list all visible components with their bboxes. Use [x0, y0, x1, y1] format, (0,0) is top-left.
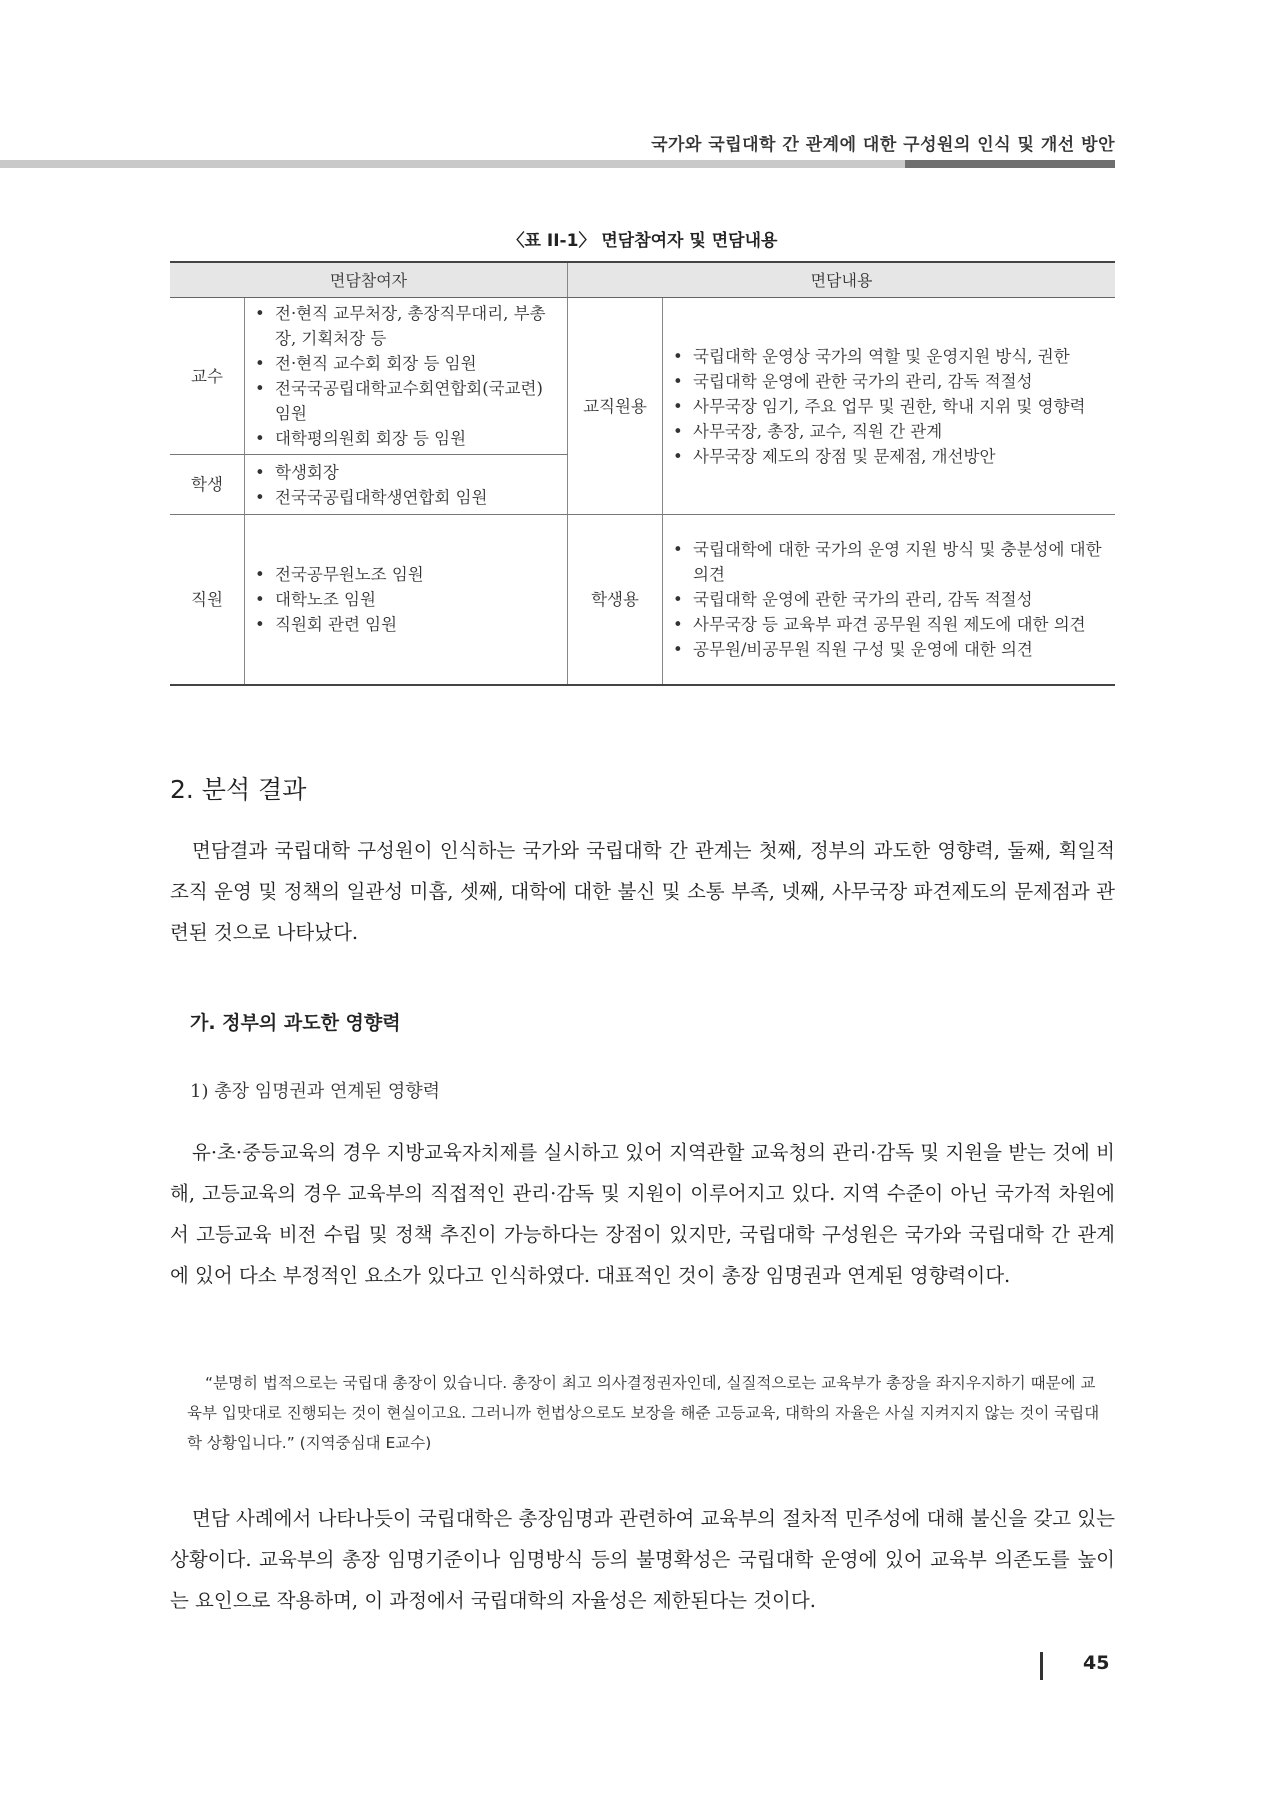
table-caption: 〈표 II-1〉 면담참여자 및 면담내용: [507, 231, 778, 251]
subheading: 가. 정부의 과도한 영향력: [190, 1012, 401, 1034]
list-item: • 대학평의원회 회장 등 임원: [251, 426, 561, 451]
table-row: [170, 298, 1115, 455]
page-number-bar: [1040, 1652, 1043, 1680]
list-item: • 학생회장: [251, 460, 561, 485]
list-item: • 전·현직 교수회 회장 등 임원: [251, 351, 561, 376]
content-list: [663, 515, 1116, 685]
participant-category: 교수: [170, 298, 245, 455]
list-item: • 공무원/비공무원 직원 구성 및 운영에 대한 의견: [669, 637, 1109, 662]
list-item: • 사무국장, 총장, 교수, 직원 간 관계: [669, 419, 1109, 444]
table-row: [170, 515, 1115, 685]
intro-paragraph: 면담결과 국립대학 구성원이 인식하는 국가와 국립대학 간 관계는 첫째, 정부의 과도한 영향력, 둘째, 획일적 조직 운영 및 정책의 일관성 미흡, 셋째, 대학에 대한 불신 및 소통 부족, 넷째, 사무국장 파견제도의 문제점과 관련된 것으로 나타났다.: [170, 839, 1115, 944]
header-participants: 면담참여자: [170, 262, 568, 298]
participant-list: [245, 455, 568, 515]
header-rule-accent: [905, 160, 1115, 168]
list-item: • 국립대학에 대한 국가의 운영 지원 방식 및 충분성에 대한 의견: [669, 537, 1109, 587]
body-paragraph: 유·초·중등교육의 경우 지방교육자치제를 실시하고 있어 지역관할 교육청의 관리·감독 및 지원을 받는 것에 비해, 고등교육의 경우 교육부의 직접적인 관리·감독 및 지원이 이루어지고 있다. 지역 수준이 아닌 국가적 차원에서 고등교육 비전 수립 및 정책 추진이 가능하다는 장점이 있지만, 국립대학 구성원은 국가와 국립대학 간 관계에 있어 다소 부정적인 요소가 있다고 인식하였다. 대표적인 것이 총장 임명권과 연계된 영향력이다.: [170, 1141, 1115, 1287]
section-title: 2. 분석 결과: [170, 775, 307, 804]
participant-category: 직원: [170, 515, 245, 685]
participant-list: [245, 298, 568, 455]
list-item: • 직원회 관련 임원: [251, 612, 561, 637]
header-rule: [0, 160, 1115, 168]
list-item: • 사무국장 제도의 장점 및 문제점, 개선방안: [669, 444, 1109, 469]
interview-table: [170, 261, 1115, 686]
list-item: • 국립대학 운영상 국가의 역할 및 운영지원 방식, 권한: [669, 344, 1109, 369]
list-item: • 전국국공립대학생연합회 임원: [251, 485, 561, 510]
running-header-title: 국가와 국립대학 간 관계에 대한 구성원의 인식 및 개선 방안: [651, 135, 1115, 155]
content-list: [663, 298, 1116, 515]
participant-list: [245, 515, 568, 685]
list-item: • 전국국공립대학교수회연합회(국교련) 임원: [251, 376, 561, 426]
list-item: • 국립대학 운영에 관한 국가의 관리, 감독 적절성: [669, 369, 1109, 394]
list-item: • 대학노조 임원: [251, 587, 561, 612]
table-header-row: [170, 262, 1115, 298]
page-number: 45: [1083, 1652, 1110, 1674]
body-paragraph: 면담 사례에서 나타나듯이 국립대학은 총장임명과 관련하여 교육부의 절차적 민주성에 대해 불신을 갖고 있는 상황이다. 교육부의 총장 임명기준이나 임명방식 등의 불명확성은 국립대학 운영에 있어 교육부 의존도를 높이는 요인으로 작용하며, 이 과정에서 국립대학의 자율성은 제한된다는 것이다.: [170, 1507, 1115, 1612]
content-category: 학생용: [568, 515, 663, 685]
list-item: • 전국공무원노조 임원: [251, 562, 561, 587]
header-contents: 면담내용: [568, 262, 1116, 298]
subsubheading: 1) 총장 임명권과 연계된 영향력: [190, 1081, 441, 1102]
list-item: • 사무국장 임기, 주요 업무 및 권한, 학내 지위 및 영향력: [669, 394, 1109, 419]
list-item: • 전·현직 교무처장, 총장직무대리, 부총장, 기획처장 등: [251, 301, 561, 351]
interview-quote: “분명히 법적으로는 국립대 총장이 있습니다. 총장이 최고 의사결정권자인데, 실질적으로는 교육부가 총장을 좌지우지하기 때문에 교육부 입맛대로 진행되는 것이 현실이고요. 그러니까 헌법상으로도 보장을 해준 고등교육, 대학의 자율은 사실 지켜지지 않는 것이 국립대학 상황입니다.” (지역중심대 E교수): [187, 1374, 1100, 1452]
content-category: 교직원용: [568, 298, 663, 515]
list-item: • 국립대학 운영에 관한 국가의 관리, 감독 적절성: [669, 587, 1109, 612]
list-item: • 사무국장 등 교육부 파견 공무원 직원 제도에 대한 의견: [669, 612, 1109, 637]
participant-category: 학생: [170, 455, 245, 515]
